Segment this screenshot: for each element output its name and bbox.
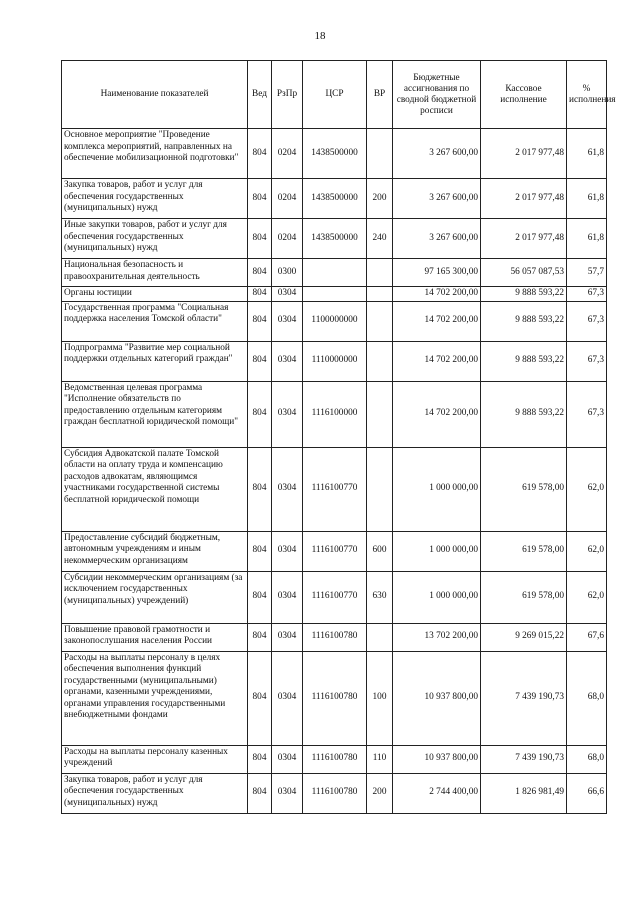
header-vr: ВР xyxy=(367,61,393,129)
cell-vr xyxy=(367,259,393,287)
cell-execution: 9 888 593,22 xyxy=(481,381,567,447)
cell-csr: 1116100770 xyxy=(303,531,367,571)
cell-csr: 1116100780 xyxy=(303,623,367,651)
cell-vr: 200 xyxy=(367,773,393,813)
cell-percent: 57,7 xyxy=(567,259,607,287)
cell-name: Расходы на выплаты персоналу казенных учреждений xyxy=(62,745,248,773)
table-header-row xyxy=(62,61,607,129)
cell-execution: 9 888 593,22 xyxy=(481,287,567,302)
cell-rzpr: 0304 xyxy=(272,571,303,623)
cell-assignments: 14 702 200,00 xyxy=(393,301,481,341)
header-assignments: Бюджетные ассигнования по сводной бюджетной росписи xyxy=(393,61,481,129)
header-csr: ЦСР xyxy=(303,61,367,129)
cell-percent: 67,3 xyxy=(567,381,607,447)
cell-rzpr: 0204 xyxy=(272,129,303,179)
cell-vr xyxy=(367,447,393,531)
cell-execution: 619 578,00 xyxy=(481,571,567,623)
cell-rzpr: 0204 xyxy=(272,219,303,259)
cell-ved: 804 xyxy=(248,341,272,381)
cell-execution: 9 888 593,22 xyxy=(481,301,567,341)
cell-rzpr: 0204 xyxy=(272,179,303,219)
cell-ved: 804 xyxy=(248,129,272,179)
cell-ved: 804 xyxy=(248,773,272,813)
cell-execution: 7 439 190,73 xyxy=(481,745,567,773)
cell-csr: 1438500000 xyxy=(303,129,367,179)
cell-assignments: 97 165 300,00 xyxy=(393,259,481,287)
cell-csr: 1116100780 xyxy=(303,651,367,745)
cell-csr xyxy=(303,287,367,302)
cell-ved: 804 xyxy=(248,301,272,341)
cell-vr: 600 xyxy=(367,531,393,571)
cell-ved: 804 xyxy=(248,381,272,447)
cell-execution: 7 439 190,73 xyxy=(481,651,567,745)
cell-percent: 61,8 xyxy=(567,179,607,219)
cell-assignments: 13 702 200,00 xyxy=(393,623,481,651)
cell-ved: 804 xyxy=(248,531,272,571)
cell-vr xyxy=(367,341,393,381)
cell-assignments: 1 000 000,00 xyxy=(393,531,481,571)
table-row xyxy=(62,259,607,287)
cell-name: Государственная программа "Социальная поддержка населения Томской области" xyxy=(62,301,248,341)
cell-percent: 67,3 xyxy=(567,341,607,381)
header-ved: Вед xyxy=(248,61,272,129)
cell-csr: 1116100770 xyxy=(303,571,367,623)
cell-vr xyxy=(367,623,393,651)
cell-percent: 66,6 xyxy=(567,773,607,813)
cell-percent: 67,3 xyxy=(567,301,607,341)
cell-execution: 2 017 977,48 xyxy=(481,129,567,179)
cell-ved: 804 xyxy=(248,287,272,302)
cell-execution: 619 578,00 xyxy=(481,531,567,571)
page-number: 18 xyxy=(314,30,326,42)
cell-rzpr: 0304 xyxy=(272,531,303,571)
budget-table xyxy=(61,60,616,814)
cell-ved: 804 xyxy=(248,259,272,287)
cell-csr xyxy=(303,259,367,287)
table-row xyxy=(62,341,607,381)
cell-name: Расходы на выплаты персоналу в целях обеспечения выполнения функций государственными (муниципальными) органами, казенными учреждениями, органами управления государственными внебюджетными фондами xyxy=(62,651,248,745)
cell-percent: 68,0 xyxy=(567,651,607,745)
cell-percent: 62,0 xyxy=(567,571,607,623)
table-row xyxy=(62,773,607,813)
cell-percent: 62,0 xyxy=(567,447,607,531)
cell-rzpr: 0304 xyxy=(272,773,303,813)
cell-assignments: 1 000 000,00 xyxy=(393,447,481,531)
cell-rzpr: 0304 xyxy=(272,381,303,447)
cell-rzpr: 0304 xyxy=(272,301,303,341)
cell-vr xyxy=(367,287,393,302)
cell-assignments: 14 702 200,00 xyxy=(393,287,481,302)
cell-rzpr: 0304 xyxy=(272,447,303,531)
cell-percent: 68,0 xyxy=(567,745,607,773)
cell-csr: 1438500000 xyxy=(303,179,367,219)
cell-vr: 240 xyxy=(367,219,393,259)
cell-execution: 9 269 015,22 xyxy=(481,623,567,651)
cell-name: Повышение правовой грамотности и законопослушания населения России xyxy=(62,623,248,651)
cell-percent: 67,6 xyxy=(567,623,607,651)
cell-assignments: 3 267 600,00 xyxy=(393,219,481,259)
cell-csr: 1438500000 xyxy=(303,219,367,259)
cell-name: Иные закупки товаров, работ и услуг для обеспечения государственных (муниципальных) нужд xyxy=(62,219,248,259)
table-row xyxy=(62,301,607,341)
cell-percent: 67,3 xyxy=(567,287,607,302)
cell-name: Предоставление субсидий бюджетным, автономным учреждениям и иным некоммерческим организациям xyxy=(62,531,248,571)
cell-execution: 2 017 977,48 xyxy=(481,179,567,219)
table-row xyxy=(62,219,607,259)
cell-ved: 804 xyxy=(248,623,272,651)
cell-percent: 62,0 xyxy=(567,531,607,571)
cell-assignments: 3 267 600,00 xyxy=(393,129,481,179)
cell-vr: 110 xyxy=(367,745,393,773)
cell-vr: 100 xyxy=(367,651,393,745)
cell-ved: 804 xyxy=(248,651,272,745)
cell-assignments: 1 000 000,00 xyxy=(393,571,481,623)
cell-assignments: 10 937 800,00 xyxy=(393,651,481,745)
table-row xyxy=(62,129,607,179)
cell-csr: 1116100780 xyxy=(303,745,367,773)
cell-execution: 9 888 593,22 xyxy=(481,341,567,381)
cell-name: Органы юстиции xyxy=(62,287,248,302)
cell-name: Субсидия Адвокатской палате Томской области на оплату труда и компенсацию расходов адвокатам, являющимся участниками государственной системы бесплатной юридической помощи xyxy=(62,447,248,531)
cell-name: Закупка товаров, работ и услуг для обеспечения государственных (муниципальных) нужд xyxy=(62,773,248,813)
cell-csr: 1100000000 xyxy=(303,301,367,341)
table-row xyxy=(62,179,607,219)
cell-ved: 804 xyxy=(248,745,272,773)
cell-rzpr: 0304 xyxy=(272,341,303,381)
cell-ved: 804 xyxy=(248,447,272,531)
cell-name: Основное мероприятие "Проведение комплекса мероприятий, направленных на обеспечение мобилизационной подготовки" xyxy=(62,129,248,179)
table-row xyxy=(62,745,607,773)
cell-rzpr: 0304 xyxy=(272,287,303,302)
table-row xyxy=(62,447,607,531)
cell-rzpr: 0304 xyxy=(272,623,303,651)
cell-vr: 630 xyxy=(367,571,393,623)
cell-name: Подпрограмма "Развитие мер социальной поддержки отдельных категорий граждан" xyxy=(62,341,248,381)
cell-execution: 1 826 981,49 xyxy=(481,773,567,813)
cell-ved: 804 xyxy=(248,571,272,623)
cell-name: Ведомственная целевая программа "Исполнение обязательств по предоставлению отдельным категориям граждан бесплатной юридической помощи" xyxy=(62,381,248,447)
cell-ved: 804 xyxy=(248,219,272,259)
header-name: Наименование показателей xyxy=(62,61,248,129)
cell-assignments: 14 702 200,00 xyxy=(393,381,481,447)
cell-assignments: 3 267 600,00 xyxy=(393,179,481,219)
cell-name: Закупка товаров, работ и услуг для обеспечения государственных (муниципальных) нужд xyxy=(62,179,248,219)
header-execution: Кассовое исполнение xyxy=(481,61,567,129)
cell-assignments: 14 702 200,00 xyxy=(393,341,481,381)
table-row xyxy=(62,531,607,571)
cell-execution: 56 057 087,53 xyxy=(481,259,567,287)
cell-name: Субсидии некоммерческим организациям (за исключением государственных (муниципальных) учреждений) xyxy=(62,571,248,623)
cell-percent: 61,8 xyxy=(567,219,607,259)
table-row xyxy=(62,571,607,623)
table-row xyxy=(62,651,607,745)
header-percent: % исполнения xyxy=(567,61,607,129)
cell-assignments: 2 744 400,00 xyxy=(393,773,481,813)
table-row xyxy=(62,381,607,447)
cell-ved: 804 xyxy=(248,179,272,219)
table-row xyxy=(62,287,607,302)
cell-vr xyxy=(367,301,393,341)
cell-csr: 1116100770 xyxy=(303,447,367,531)
cell-execution: 2 017 977,48 xyxy=(481,219,567,259)
cell-assignments: 10 937 800,00 xyxy=(393,745,481,773)
cell-rzpr: 0304 xyxy=(272,745,303,773)
cell-csr: 1110000000 xyxy=(303,341,367,381)
cell-vr xyxy=(367,129,393,179)
cell-execution: 619 578,00 xyxy=(481,447,567,531)
cell-name: Национальная безопасность и правоохранительная деятельность xyxy=(62,259,248,287)
cell-rzpr: 0300 xyxy=(272,259,303,287)
cell-rzpr: 0304 xyxy=(272,651,303,745)
table-row xyxy=(62,623,607,651)
cell-csr: 1116100000 xyxy=(303,381,367,447)
cell-csr: 1116100780 xyxy=(303,773,367,813)
cell-percent: 61,8 xyxy=(567,129,607,179)
header-rzpr: РзПр xyxy=(272,61,303,129)
cell-vr xyxy=(367,381,393,447)
cell-vr: 200 xyxy=(367,179,393,219)
